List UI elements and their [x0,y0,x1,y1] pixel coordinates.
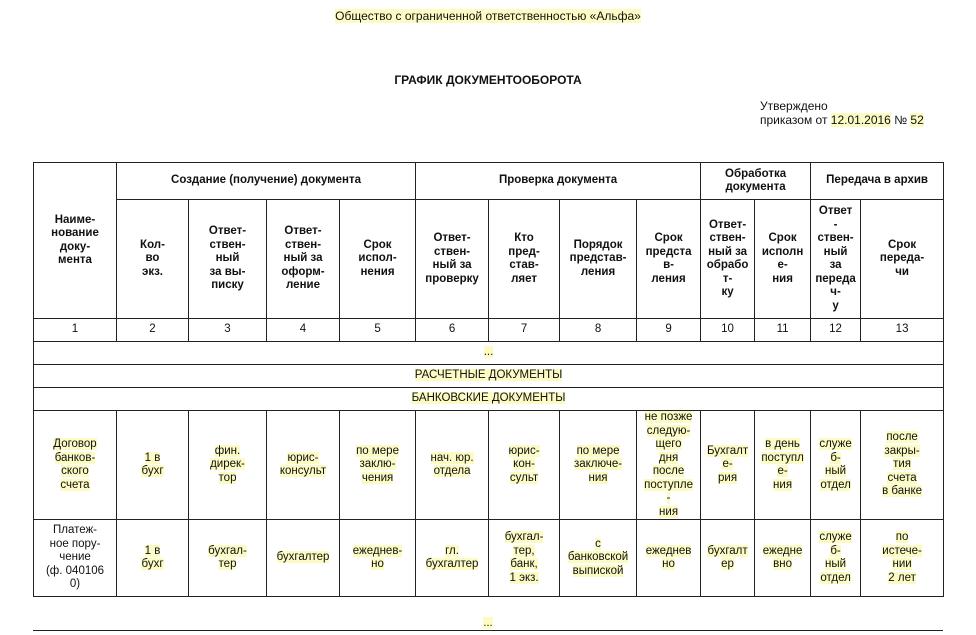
cell-processor: бухгалт ер [701,520,755,597]
approval-line-1: Утверждено [760,99,828,113]
header-col-5: Срок испол- нения [340,200,416,319]
header-row-groups [34,163,944,200]
table-row [34,520,944,597]
organization-name: Общество с ограниченной ответственностью «Альфа» [335,9,641,23]
col-number: 13 [861,319,944,342]
cell-preparer: юрис- консульт [267,411,340,520]
cell-copies: 1 в бухг [117,411,189,520]
col-number: 2 [117,319,189,342]
cell-archive-deadline: после закры- тия счета в банке [861,411,944,520]
section-settlement: РАСЧЕТНЫЕ ДОКУМЕНТЫ [34,365,944,388]
document-flow-table [33,162,944,597]
section-row-settlement [34,365,944,388]
cell-submission-deadline: ежеднев но [637,520,701,597]
approval-number: 52 [910,113,924,127]
col-number: 8 [560,319,637,342]
cell-archive-deadline: по истече- нии 2 лет [861,520,944,597]
col-number: 7 [489,319,560,342]
cell-document-name: Платеж- ное пору- чение (ф. 040106 0) [34,520,117,597]
header-group-check: Проверка документа [416,163,701,200]
document-title: ГРАФИК ДОКУМЕНТООБОРОТА [394,73,582,87]
header-group-archive: Передача в архив [811,163,944,200]
header-col-12: Ответ - ствен- ный за переда ч- у [811,200,861,319]
header-col-8: Порядок представ- ления [560,200,637,319]
header-col-2: Кол- во экз. [117,200,189,319]
header-col-3: Ответ- ствен- ный за вы- писку [189,200,267,319]
section-row-bank [34,388,944,411]
cell-archive-responsible: служе б- ный отдел [811,411,861,520]
approval-note [760,99,924,127]
approval-line-2: приказом от 12.01.2016 № 52 [760,113,924,127]
cell-preparer: бухгалтер [267,520,340,597]
header-col-11: Срок исполн е- ния [755,200,811,319]
header-col-9: Срок предста в- ления [637,200,701,319]
header-col-13: Срок переда- чи [861,200,944,319]
col-number: 5 [340,319,416,342]
col-number: 9 [637,319,701,342]
header-group-processing: Обработка документа [701,163,811,200]
col-number: 4 [267,319,340,342]
header-document-name: Наиме- нование доку- мента [34,163,117,319]
col-number: 6 [416,319,489,342]
header-col-7: Кто пред- став- ляет [489,200,560,319]
cell-checker: гл. бухгалтер [416,520,489,597]
col-number: 11 [755,319,811,342]
header-col-4: Ответ- ствен- ный за оформ- ление [267,200,340,319]
cell-processor: Бухгалт е- рия [701,411,755,520]
cell-copies: 1 в бухг [117,520,189,597]
section-bank: БАНКОВСКИЕ ДОКУМЕНТЫ [34,388,944,411]
header-group-creation: Создание (получение) документа [117,163,416,200]
cell-submitter: бухгал- тер, банк, 1 экз. [489,520,560,597]
cell-deadline: ежеднев- но [340,520,416,597]
cell-issuer: фин. дирек- тор [189,411,267,520]
cell-processing-deadline: в день поступл е- ния [755,411,811,520]
cell-submission-order: по мере заключе- ния [560,411,637,520]
cell-issuer: бухгал- тер [189,520,267,597]
cell-submission-order: с банковской выпиской [560,520,637,597]
header-col-10: Ответ- ствен- ный за обрабо т- ку [701,200,755,319]
bottom-rule [33,630,943,631]
col-number: 3 [189,319,267,342]
cell-checker: нач. юр. отдела [416,411,489,520]
col-number: 12 [811,319,861,342]
cell-document-name: Договор банков- ского счета [34,411,117,520]
header-row-columns [34,200,944,319]
cell-submitter: юрис- кон- сульт [489,411,560,520]
ellipsis-cell: ... [34,342,944,365]
cell-processing-deadline: ежедне вно [755,520,811,597]
header-col-6: Ответ- ствен- ный за проверку [416,200,489,319]
col-number: 1 [34,319,117,342]
column-numbers-row [34,319,944,342]
table-continuation: ... [483,617,493,629]
approval-date: 12.01.2016 [830,113,891,127]
table-row [34,411,944,520]
cell-submission-deadline: не позже следую- щего дня после поступле - ния [637,411,701,520]
col-number: 10 [701,319,755,342]
cell-deadline: по мере заклю- чения [340,411,416,520]
cell-archive-responsible: служе б- ный отдел [811,520,861,597]
ellipsis-row [34,342,944,365]
